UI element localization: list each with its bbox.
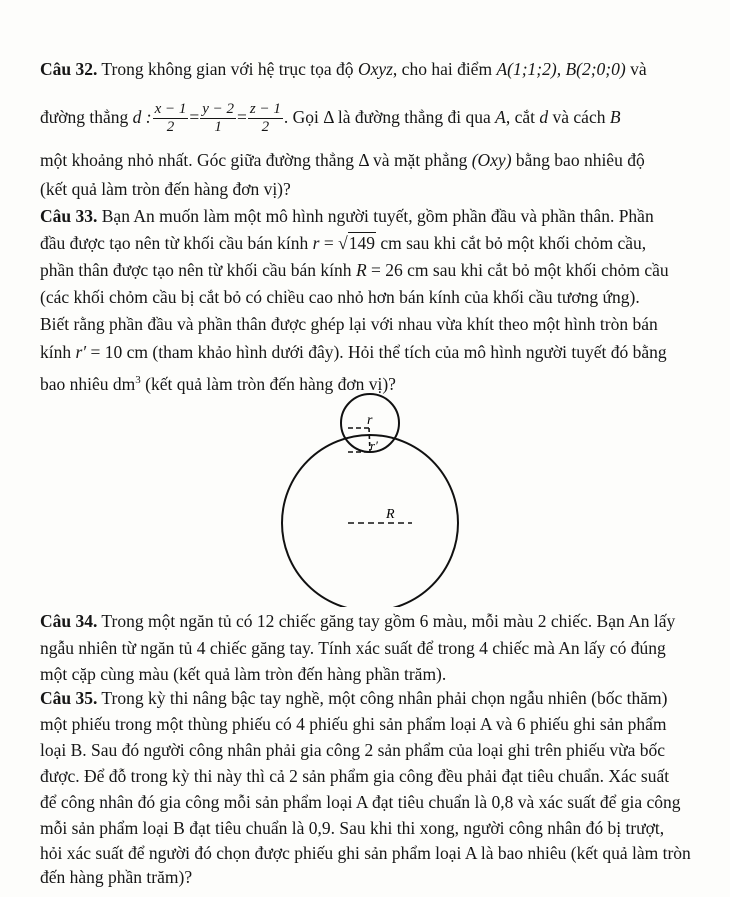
snowman-figure [270, 392, 460, 607]
q33-text: đầu được tạo nên từ khối cầu bán kính [40, 233, 313, 253]
q32-text: . Gọi Δ là đường thẳng đi qua [283, 107, 496, 127]
point-a: A [495, 107, 506, 127]
label-r: r [367, 413, 373, 428]
q34-line-1 [40, 610, 700, 632]
body-circle [282, 435, 458, 607]
fraction-numerator: x − 1 [154, 101, 187, 118]
q35-label: Câu 35. [40, 688, 98, 708]
q32-line-2 [40, 101, 700, 136]
line-d-label: d : [132, 107, 152, 127]
radius-value: = 26 cm [366, 260, 429, 280]
q32-text: một khoảng nhỏ nhất. Góc giữa đường thẳng Δ và mặt phẳng [40, 150, 472, 170]
q33-line-1 [40, 205, 700, 227]
q35-line-1 [40, 687, 700, 709]
line-d: d [539, 107, 549, 127]
q34-label: Câu 34. [40, 611, 98, 631]
point-b: B [609, 107, 621, 127]
fraction-y [200, 102, 236, 135]
unit-dm: dm [112, 373, 136, 394]
fraction-denominator: 2 [166, 119, 175, 136]
radius-value: = 10 cm [86, 342, 149, 362]
q35-line-6: mỗi sản phẩm loại B đạt tiêu chuẩn là 0,9. Sau khi thi xong, người công nhân đó bị trượt, [40, 818, 665, 838]
q35-line-5: để công nhân đó gia công mỗi sản phẩm loại A đạt tiêu chuẩn là 0,8 và xác suất để gia công [40, 792, 681, 812]
label-big-r: R [386, 507, 395, 522]
q35-text: Trong kỳ thi nâng bậc tay nghề, một công nhân phải chọn ngẫu nhiên (bốc thăm) [97, 688, 668, 708]
q32-points: A(1;1;2), B(2;0;0) [496, 59, 626, 79]
q32-line-4: (kết quả làm tròn đến hàng đơn vị)? [40, 179, 291, 199]
q33-line-4: (các khối chỏm cầu bị cắt bỏ có chiều cao nhỏ hơn bán kính của khối cầu tương ứng). [40, 287, 640, 307]
q33-label: Câu 33. [40, 206, 98, 226]
q35-line-7: hỏi xác suất để người đó chọn được phiếu ghi sản phẩm loại A là bao nhiêu (kết quả làm tròn [40, 843, 691, 863]
equals-sign: = [237, 107, 247, 127]
q32-text: và [625, 59, 647, 79]
q32-line-1 [40, 58, 700, 80]
q32-oxyz: Oxyz [357, 59, 393, 79]
fraction-x [153, 102, 189, 135]
q33-line-3 [40, 259, 700, 281]
q32-label: Câu 32. [40, 59, 98, 79]
fraction-numerator: z − 1 [249, 101, 281, 118]
fraction-denominator: 1 [214, 119, 222, 136]
q32-text: , cắt [505, 107, 540, 127]
q35-line-8: đến hàng phần trăm)? [40, 867, 193, 887]
q32-text: bằng bao nhiêu độ [511, 150, 645, 170]
q35-line-4: được. Để đỗ trong kỳ thi này thì cả 2 sản phẩm gia công đều phải đạt tiêu chuẩn. Xác suất [40, 766, 670, 786]
fraction-z [248, 102, 283, 135]
q32-line-3 [40, 149, 700, 171]
q34-line-3: một cặp cùng màu (kết quả làm tròn đến hàng phần trăm). [40, 664, 447, 684]
fraction-denominator: 2 [261, 119, 270, 136]
plane-oxy: (Oxy) [471, 150, 512, 170]
q33-text: phần thân được tạo nên từ khối cầu bán kính [40, 260, 356, 280]
q32-text: đường thẳng [40, 107, 133, 127]
q34-line-2: ngẫu nhiên từ ngăn tủ 4 chiếc găng tay. Tính xác suất để trong 4 chiếc mà An lấy có đúng [40, 638, 666, 658]
q33-text: (tham khảo hình dưới đây). Hỏi thể tích của mô hình người tuyết đó bằng [148, 342, 667, 362]
q33-text: bao nhiêu [40, 373, 113, 394]
equals-sign: = [189, 107, 200, 127]
q33-text: Bạn An muốn làm một mô hình người tuyết, gồm phần đầu và phần thân. Phần [97, 206, 654, 226]
radius-big-r: R [355, 260, 367, 280]
q34-text: Trong một ngăn tủ có 12 chiếc găng tay gồm 6 màu, mỗi màu 2 chiếc. Bạn An lấy [97, 611, 676, 631]
q32-text: , cho hai điểm [392, 59, 497, 79]
radius-r-prime: r′ [75, 342, 87, 362]
fraction-numerator: y − 2 [202, 101, 235, 118]
q33-text: sau khi cắt bỏ một khối chỏm cầu [428, 260, 669, 280]
q35-line-3: loại B. Sau đó người công nhân phải gia công 2 sản phẩm của loại ghi trên phiếu vừa bốc [40, 740, 666, 760]
q33-line-7 [40, 369, 700, 395]
q33-line-2 [40, 232, 700, 254]
q33-text: (kết quả làm tròn đến hàng đơn vị)? [140, 373, 396, 394]
unit-exponent: 3 [135, 374, 141, 386]
q33-text: kính [40, 342, 76, 362]
q35-line-2: một phiếu trong một thùng phiếu có 4 phiếu ghi sản phẩm loại A và 6 phiếu ghi sản phẩm [40, 714, 667, 734]
q33-line-6 [40, 341, 700, 363]
q33-text: cm sau khi cắt bỏ một khối chỏm cầu, [375, 233, 647, 253]
q32-text: Trong không gian với hệ trục tọa độ [97, 59, 358, 79]
equals-sign: = [319, 233, 339, 253]
sqrt-symbol: √ [338, 233, 348, 253]
q32-text: và cách [548, 107, 610, 127]
label-r-prime: r′ [370, 438, 378, 453]
q33-line-5: Biết rằng phần đầu và phần thân được ghép lại với nhau vừa khít theo một hình tròn bán [40, 314, 658, 334]
radius-r: r [312, 233, 320, 253]
sqrt-value: 149 [348, 233, 375, 253]
